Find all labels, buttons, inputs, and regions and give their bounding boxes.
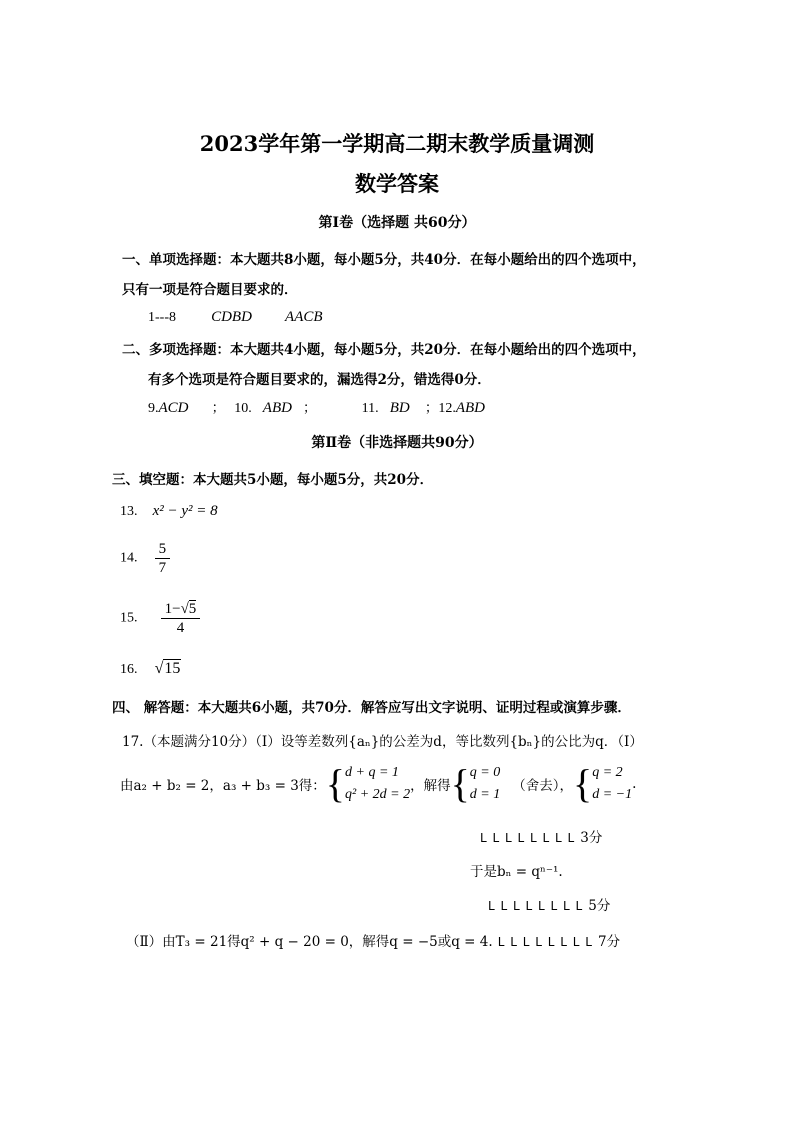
q14 [120,540,170,577]
q17-discard-text: （舍去）， [512,778,573,794]
q12-answer: ABD [455,400,485,416]
q1-intro-line1: 一、单项选择题：本大题共8小题，每小题5分，共40分．在每小题给出的四个选项中， [122,252,646,268]
q1-intro-line2: 只有一项是符合题目要求的． [122,282,298,298]
solve-intro: 四、 解答题：本大题共6小题，共70分．解答应写出文字说明、证明过程或演算步骤． [112,700,631,716]
part1-heading: 第Ⅰ卷（选择题 共60分） [318,215,476,231]
q15 [120,600,200,637]
q17-system1 [345,762,410,806]
q10-label: 10. [234,401,252,416]
q15-radicand: 5 [188,601,197,617]
q10-answer: ABD [262,400,292,416]
q15-label: 15. [120,610,138,626]
q17-bn: 于是bₙ = qⁿ⁻¹. [470,864,563,880]
q17-system3-row1: q = 2 [592,765,623,780]
q16-label: 16. [120,662,138,677]
q1-answer-b: AACB [285,309,323,325]
q17-part2-line [126,930,620,950]
separator: ； [303,400,317,416]
part2-heading: 第Ⅱ卷（非选择题共90分） [311,435,483,451]
q1-answer-a: CDBD [211,309,252,325]
score-7: 7分 [598,934,621,950]
brace-icon: { [325,761,345,806]
q14-fraction [155,540,171,577]
brace-icon: { [573,761,593,806]
page-title: 2023学年第一学期高二期末教学质量调测 [199,131,595,156]
dots-leader: L L L L L L L L [480,831,576,845]
q17-part2: （Ⅱ）由T₃ = 21得q² + q − 20 = 0，解得q = −5或q = 4. [126,934,493,950]
q17-solve-text: ，解得 [410,778,451,794]
score-5: 5分 [588,898,611,914]
q17-system2 [470,762,500,806]
page-subtitle: 数学答案 [355,171,439,196]
dots-leader: L L L L L L L L [488,899,584,913]
q16-answer: √15 [154,660,181,677]
q16-radicand: 15 [164,660,181,677]
brace-icon: { [450,761,470,806]
q1-range: 1---8 [148,310,176,325]
q17-system2-row1: q = 0 [469,765,501,780]
q2-intro-line2: 有多个选项是符合题目要求的，漏选得2分，错选得0分． [148,372,491,388]
q17-system3-row2: d = −1 [592,787,633,802]
q1-answers [148,306,323,326]
q12-label: 12. [438,401,456,416]
q9-answer: ACD [158,400,189,416]
q2-answers [148,396,485,417]
q17-system3 [592,762,632,806]
score-line-5 [488,894,610,914]
q15-fraction [161,600,201,637]
fill-intro: 三、填空题：本大题共5小题，每小题5分，共20分． [112,472,434,488]
q14-numerator: 5 [155,540,171,559]
q17-system1-row1: d + q = 1 [345,765,399,780]
q15-denominator: 4 [176,620,185,636]
q15-num-prefix: 1− [164,601,181,617]
score-line-3 [480,826,602,846]
q17-system1-row2: q² + 2d = 2 [345,787,411,802]
q11-answer: BD [389,400,410,416]
q2-intro-line1: 二、多项选择题：本大题共4小题，每小题5分，共20分．在每小题给出的四个选项中， [122,342,646,358]
q11-label: 11. [361,401,379,416]
q15-numerator: 1−√5 [161,600,201,619]
q17-system2-row2: d = 1 [469,787,501,802]
q13 [120,500,218,520]
dots-leader: L L L L L L L L [497,935,593,949]
q14-label: 14. [120,550,138,566]
q13-label: 13. [120,504,138,519]
q17-line2-end: . [632,776,637,792]
q9-label: 9. [148,401,159,416]
q16 [120,658,181,678]
score-3: 3分 [580,830,603,846]
q13-answer: x² − y² = 8 [152,503,218,519]
separator: ； [211,400,226,416]
q17-given: 由a₂ + b₂ = 2，a₃ + b₃ = 3得： [120,778,326,794]
q14-denominator: 7 [158,560,167,576]
q17-line2 [120,762,636,806]
q17-line1: 17.（本题满分10分）（Ⅰ）设等差数列{aₙ}的公差为d，等比数列{bₙ}的公比为q．（Ⅰ） [122,734,643,750]
separator: ； [424,400,439,416]
